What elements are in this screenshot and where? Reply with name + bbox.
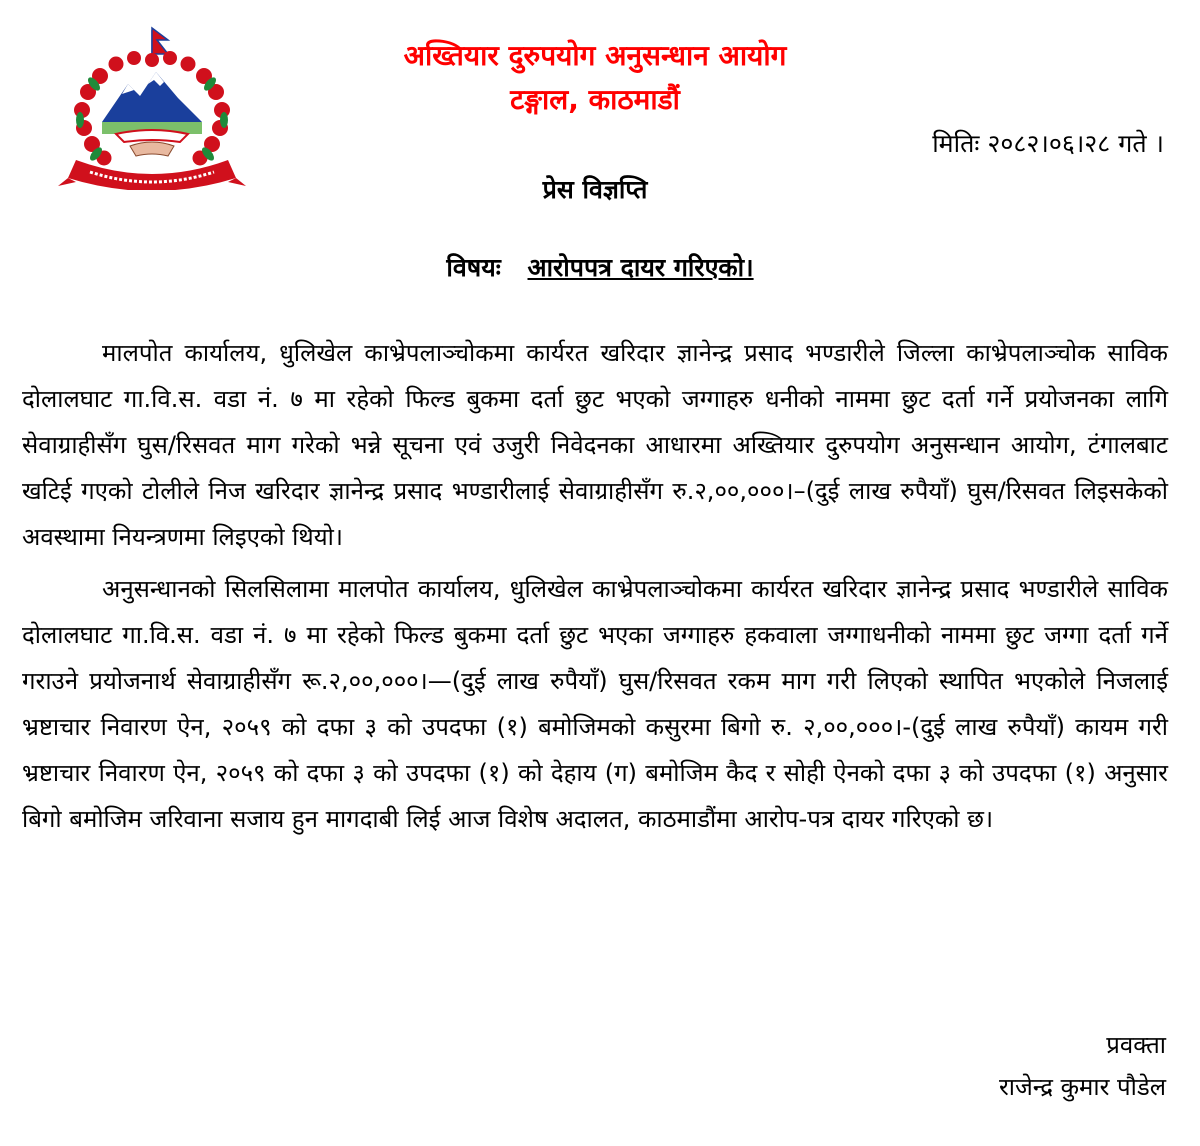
press-release-body bbox=[22, 330, 1168, 842]
signature-block bbox=[999, 1024, 1166, 1108]
issue-date: मितिः २०८२।०६।२८ गते । bbox=[932, 129, 1164, 158]
subject-text: आरोपपत्र दायर गरिएको। bbox=[527, 253, 754, 282]
emblem-ribbon bbox=[58, 160, 246, 190]
organization-location: टङ्गाल, काठमाडौं bbox=[510, 83, 680, 116]
document-type: प्रेस विज्ञप्ति bbox=[542, 175, 648, 204]
nepal-emblem-icon bbox=[56, 22, 248, 190]
subject-line bbox=[200, 250, 1000, 286]
subject-label: विषयः bbox=[446, 253, 501, 282]
signatory-title: प्रवक्ता bbox=[1106, 1031, 1166, 1059]
signatory-name: राजेन्द्र कुमार पौडेल bbox=[998, 1073, 1166, 1101]
emblem-mountain bbox=[102, 72, 202, 134]
body-paragraph-1: मालपोत कार्यालय, धुलिखेल काभ्रेपलाञ्चोकमा कार्यरत खरिदार ज्ञानेन्द्र प्रसाद भण्डारीले जिल्ला काभ्रेपलाञ्चोक साविक दोलालघाट गा.वि.स. वडा नं. ७ मा रहेको फिल्ड बुकमा दर्ता छुट भएको जग्गाहरु धनीको नाममा छुट दर्ता गर्ने प्रयोजनका लागि सेवाग्राहीसँग घुस/रिसवत माग गरेको भन्ने सूचना एवं उजुरी निवेदनका आधारमा अख्तियार दुरुपयोग अनुसन्धान आयोग, टंगालबाट खटिई गएको टोलीले निज खरिदार ज्ञानेन्द्र प्रसाद भण्डारीलाई सेवाग्राहीसँग रु.२,००,०००।–(दुई लाख रुपैयाँ) घुस/रिसवत लिइसकेको अवस्थामा नियन्त्रणमा लिइएको थियो। bbox=[22, 339, 1168, 551]
emblem-hands bbox=[130, 142, 174, 156]
organization-name: अख्तियार दुरुपयोग अनुसन्धान आयोग bbox=[403, 39, 787, 72]
body-paragraph-2: अनुसन्धानको सिलसिलामा मालपोत कार्यालय, धुलिखेल काभ्रेपलाञ्चोकमा कार्यरत खरिदार ज्ञानेन्द्र प्रसाद भण्डारीले साविक दोलालघाट गा.वि.स. वडा नं. ७ मा रहेको फिल्ड बुकमा दर्ता छुट भएका जग्गाहरु हकवाला जग्गाधनीको नाममा छुट जग्गा दर्ता गर्ने गराउने प्रयोजनार्थ सेवाग्राहीसँग रू.२,००,०००।—(दुई लाख रुपैयाँ) घुस/रिसवत रकम माग गरी लिएको स्थापित भएकोले निजलाई भ्रष्टाचार निवारण ऐन, २०५९ को दफा ३ को उपदफा (१) बमोजिमको कसुरमा बिगो रु. २,००,०००।-(दुई लाख रुपैयाँ) कायम गरी भ्रष्टाचार निवारण ऐन, २०५९ को दफा ३ को उपदफा (१) को देहाय (ग) बमोजिम कैद र सोही ऐनको दफा ३ को उपदफा (१) अनुसार बिगो बमोजिम जरिवाना सजाय हुन मागदाबी लिई आज विशेष अदालत, काठमाडौंमा आरोप-पत्र दायर गरिएको छ। bbox=[22, 575, 1168, 833]
emblem-map bbox=[116, 130, 188, 142]
